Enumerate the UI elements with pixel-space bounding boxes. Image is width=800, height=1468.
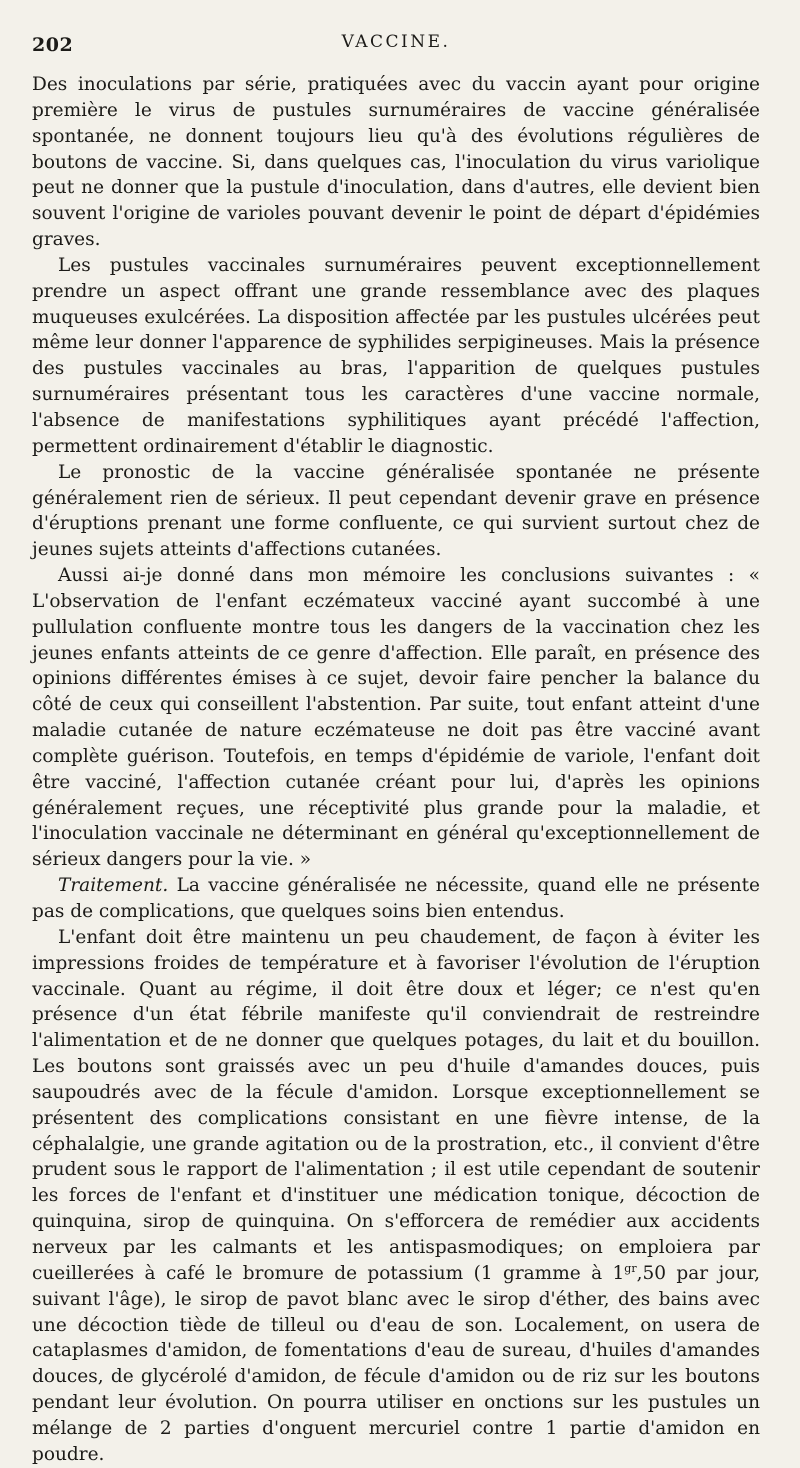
body-text (32, 72, 760, 1468)
paragraph-care-regimen (32, 925, 760, 1468)
paragraph-prognosis (32, 460, 760, 563)
running-head (32, 30, 760, 70)
paragraph-text-continued: ,50 par jour, suivant l'âge), le sirop de pavot blanc avec le sirop d'éther, des bains avec une décoction tiède de tilleul ou d'eau de son. Localement, on usera de cataplasmes d'amidon, de fomentations d'eau de sureau, d'huiles d'amandes douces, de glycérolé d'amidon, de fécule d'amidon ou de riz sur les boutons pendant leur évolution. On pourra utiliser en onctions sur les pustules un mélange de 2 parties d'onguent mercuriel contre 1 partie d'amidon en poudre. (32, 1262, 760, 1465)
paragraph-text: Aussi ai-je donné dans mon mémoire les conclusions suivantes : « L'observation de l'enfant eczémateux vacciné ayant succombé à une pullulation confluente montre tous les dangers de la vaccination chez les jeunes enfants atteints de ce genre d'affection. Elle paraît, en présence des opinions différentes émises à ce sujet, devoir faire pencher la balance du côté de ceux qui conseillent l'abstention. Par suite, tout enfant atteint d'une maladie cutanée de nature eczémateuse ne doit pas être vacciné avant complète guérison. Toutefois, en temps d'épidémie de variole, l'enfant doit être vacciné, l'affection cutanée créant pour lui, d'après les opinions généralement reçues, une réceptivité plus grande pour la maladie, et l'inoculation vaccinale ne déterminant en général qu'exceptionnellement de sérieux dangers pour la vie. » (32, 565, 760, 871)
running-title: VACCINE. (341, 32, 451, 52)
superscript-unit: gr (624, 1261, 637, 1275)
section-run-in-heading: Traitement. (58, 875, 169, 897)
paragraph-text: Les pustules vaccinales surnuméraires peuvent exceptionnellement prendre un aspect offrant une grande ressemblance avec des plaques muqueuses exulcérées. La disposition affectée par les pustules ulcérées peut même leur donner l'apparence de syphilides serpigineuses. Mais la présence des pustules vaccinales au bras, l'apparition de quelques pustules surnuméraires présentant tous les caractères d'une vaccine normale, l'absence de manifestations syphilitiques ayant précédé l'affection, permettent ordinairement d'établir le diagnostic. (32, 254, 760, 457)
paragraph-treatment (32, 873, 760, 925)
paragraph-pustule-aspect (32, 253, 760, 460)
page-number: 202 (32, 34, 74, 56)
paragraph-text: L'enfant doit être maintenu un peu chaudement, de façon à éviter les impressions froides de température et à favoriser l'évolution de l'éruption vaccinale. Quant au régime, il doit être doux et léger; ce n'est qu'en présence d'un état fébrile manifeste qu'il conviendrait de restreindre l'alimentation et de ne donner que quelques potages, du lait et du bouillon. Les boutons sont graissés avec un peu d'huile d'amandes douces, puis saupoudrés avec de la fécule d'amidon. Lorsque exceptionnellement se présentent des complications consistant en une fièvre intense, de la céphalalgie, une grande agitation ou de la prostration, etc., il convient d'être prudent sous le rapport de l'alimentation ; il est utile cependant de soutenir les forces de l'enfant et d'instituer une médication tonique, décoction de quinquina, sirop de quinquina. On s'efforcera de remédier aux accidents nerveux par les calmants et les antispasmodiques; on emploiera par cueillerées à café le bromure de potassium (1 gramme à 1 (32, 926, 760, 1284)
paragraph-text: La vaccine généralisée ne nécessite, quand elle ne présente pas de complications, que quelques soins bien entendus. (32, 875, 760, 922)
paragraph-memoir-conclusions (32, 563, 760, 873)
paragraph-text: Le pronostic de la vaccine généralisée spontanée ne présente généralement rien de sérieux. Il peut cependant devenir grave en présence d'éruptions prenant une forme confluente, ce qui survient surtout chez de jeunes sujets atteints d'affections cutanées. (32, 461, 760, 561)
paragraph-text: Des inoculations par série, pratiquées avec du vaccin ayant pour origine première le virus de pustules surnuméraires de vaccine généralisée spontanée, ne donnent toujours lieu qu'à des évolutions régulières de boutons de vaccine. Si, dans quelques cas, l'inoculation du virus variolique peut ne donner que la pustule d'inoculation, dans d'autres, elle devient bien souvent l'origine de varioles pouvant devenir le point de départ d'épidémies graves. (32, 74, 760, 251)
paragraph-series-inoculations (32, 72, 760, 253)
